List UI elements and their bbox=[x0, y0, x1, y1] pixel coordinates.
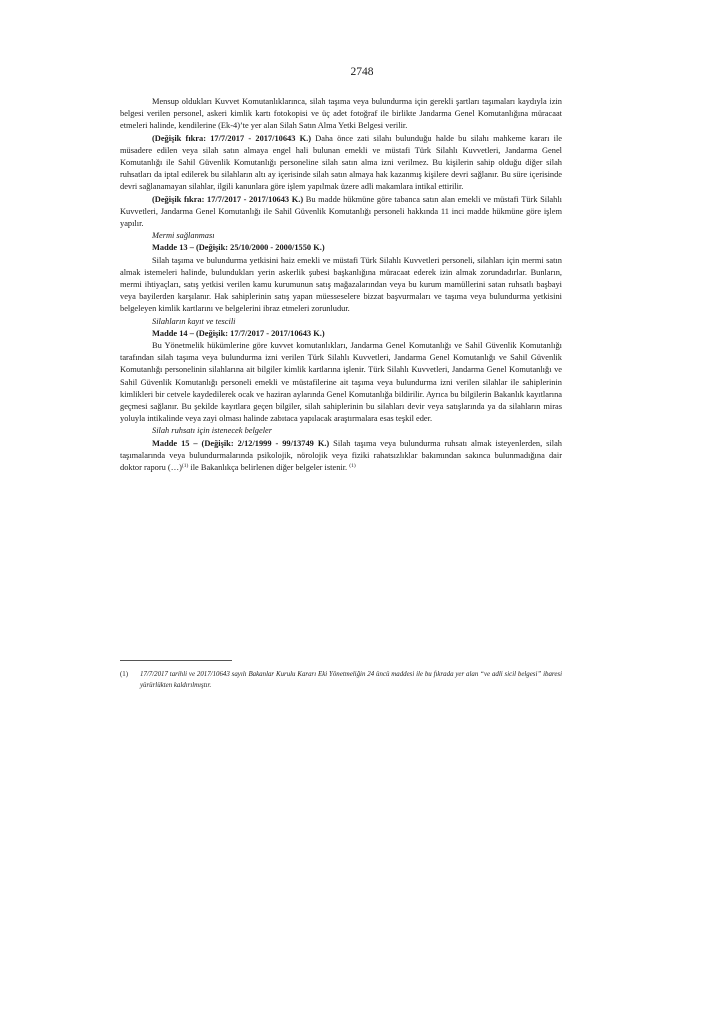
amendment-label: (Değişik fıkra: 17/7/2017 - 2017/10643 K.) bbox=[152, 133, 312, 143]
article-14-text: Bu Yönetmelik hükümlerine göre kuvvet komutanlıkları, Jandarma Genel Komutanlığı ve Sahil Güvenlik Komutanlığı tarafından silah taşıma veya bulundurma izni verilen Türk Silahlı Kuvvetleri, Jandarma Genel Komutanlığı ve Sahil Güvenlik Komutanlığı personelinin silahlarına ait bilgiler kimlik kartlarına işlenir. Türk Silahlı Kuvvetleri, Jandarma Genel Komutanlığı ve Sahil Güvenlik Komutanlığı personeli emekli ve müstafilerine ait taşıma veya bulundurma izni verilen silahlar ile sahiplerinin kimlikleri bir cetvele kaydedilerek ocak ve haziran aylarında Genel Komutanlığa bildirilir. Ayrıca bu bilgilerin Bakanlık kayıtlarına geçmesi sağlanır. Bu şekilde kayıtlara geçen bilgiler, silah sahiplerinin bu silahları devir veya satışlarında ya da silahların miras yoluyla intikalinde veya zayi olması halinde zabıtaca yapılacak araştırmalara esas teşkil eder. bbox=[120, 341, 562, 424]
document-body bbox=[120, 96, 562, 474]
article-13-text: Silah taşıma ve bulundurma yetkisini haiz emekli ve müstafi Türk Silahlı Kuvvetleri personeli, silahları için mermi satın almak istemeleri halinde, bulundukları yerin askerlik şubesi başkanlığına müracaat ederek izin almak zorundadırlar. Bunların, mermi ihtiyaçları, satış yetkisi verilen kamu kurumunun satış mağazalarından veya bu kurum mamüllerini satan ruhsatlı başbayi veya bayilerden karşılanır. Hak sahiplerinin satış yapan müesseselere bizzat başvurmaları ve taşıma veya bulundurma yetkisini belgeleyen kimlik kartlarını ve belgelerini ibraz etmeleri zorunludur. bbox=[120, 255, 562, 314]
page-number: 2748 bbox=[350, 66, 374, 78]
amendment-label: (Değişik fıkra: 17/7/2017 - 2017/10643 K.) bbox=[152, 194, 304, 204]
footnote bbox=[120, 669, 562, 692]
footnote-mark: (1) bbox=[120, 671, 129, 678]
amendment-text: Daha önce zati silahı bulunduğu halde bu silahı mahkeme kararı ile müsadere edilen veya silah satın almaya engel hali bulunan emekli ve müstafi Türk Silahlı Kuvvetleri, Jandarma Genel Komutanlığı ile Sahil Güvenlik Komutanlığı personeline silah satın alma izni verilmez. Bu kişilerin sahip olduğu diğer silah ruhsatları da iptal edilerek bu silahların altı ay içerisinde silah satın almaya hak kazanmış kişilere devri sağlanır. Bu süre içerisinde devri sağlanamayan silahlar, ilgili kanunlara göre işlem yapılmak üzere adli makamlara intikal ettirilir. bbox=[120, 133, 562, 192]
article-title-15: Madde 15 – (Değişik: 2/12/1999 - 99/13749 K.) bbox=[152, 438, 330, 448]
section-heading-mermi: Mermi sağlanması bbox=[152, 231, 215, 241]
footnote-divider bbox=[120, 660, 232, 661]
footnote-ref: (1) bbox=[349, 463, 356, 470]
article-title-14: Madde 14 – (Değişik: 17/7/2017 - 2017/10643 K.) bbox=[152, 328, 325, 338]
section-heading-ruhsat: Silah ruhsatı için istenecek belgeler bbox=[152, 426, 273, 436]
article-15-text-a: Silah taşıma veya bulundurma ruhsatı almak isteyenlerden, silah taşımalarında veya bulundurmalarında psikolojik, nörolojik veya fiziki rahatsızlıklar bakımından sakınca bulunmadığına dair doktor raporu (…) bbox=[120, 438, 562, 473]
paragraph-amendment-2 bbox=[120, 194, 562, 231]
footnote-text: 17/7/2017 tarihli ve 2017/10643 sayılı Bakanlar Kurulu Kararı Eki Yönetmeliğin 24 üncü maddesi ile bu fıkrada yer alan “ve adli sicil belgesi” ibaresi yürürlükten kaldırılmıştır. bbox=[140, 671, 562, 690]
footnote-ref: (1) bbox=[181, 463, 189, 470]
paragraph-amendment-1 bbox=[120, 133, 562, 194]
article-title-13: Madde 13 – (Değişik: 25/10/2000 - 2000/1550 K.) bbox=[152, 243, 325, 253]
article-15-text bbox=[120, 438, 562, 475]
paragraph-ek4-belge: Mensup oldukları Kuvvet Komutanlıklarınca, silah taşıma veya bulundurma için gerekli şartları taşımaları kaydıyla izin belgesi verilen personel, askeri kimlik kartı fotokopisi ve üç adet fotoğraf ile birlikte Jandarma Genel Komutanlığına müracaat etmeleri halinde, kendilerine (Ek-4)’te yer alan Silah Satın Alma Yetki Belgesi verilir. bbox=[120, 97, 562, 131]
article-15-text-b: ile Bakanlıkça belirlenen diğer belgeler istenir. bbox=[188, 463, 350, 473]
section-heading-kayit: Silahların kayıt ve tescili bbox=[152, 316, 236, 326]
amendment-text: Bu madde hükmüne göre tabanca satın alan emekli ve müstafi Türk Silahlı Kuvvetleri, Jandarma Genel Komutanlığı ile Sahil Güvenlik Komutanlığı personeli hakkında 11 inci madde hükmüne göre işlem yapılır. bbox=[120, 194, 562, 229]
